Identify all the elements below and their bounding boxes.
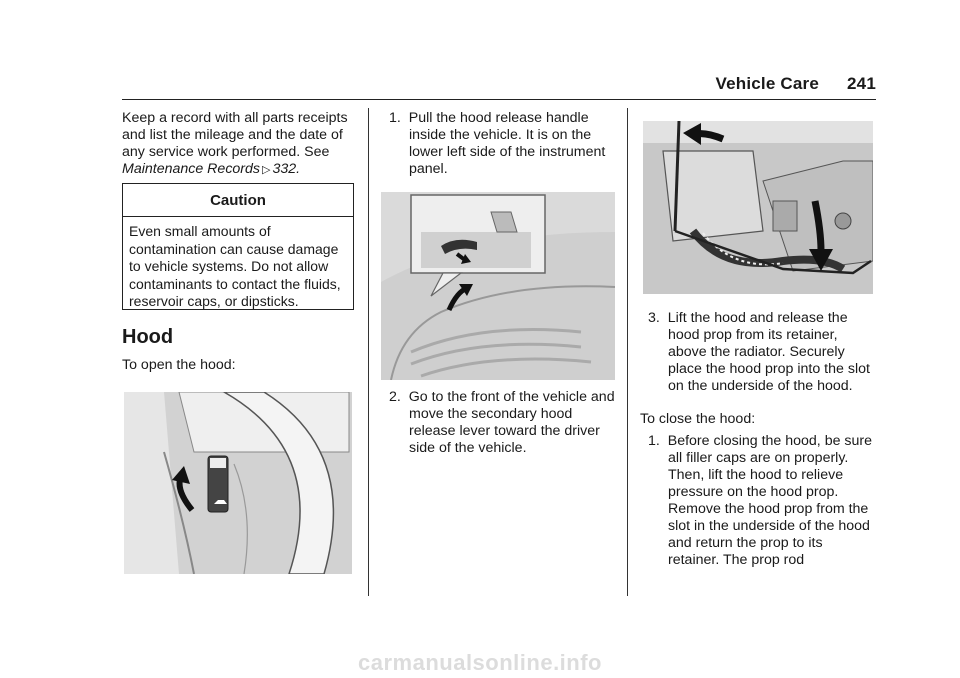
step-text: Go to the front of the vehicle and move the secondary hood release lever toward the driver side of the vehicle.: [408, 389, 615, 456]
step-text: Pull the hood release handle inside the vehicle. It is on the lower left side of the instrument panel.: [408, 110, 606, 177]
page-header: [716, 74, 877, 94]
page-number: 241: [847, 74, 876, 93]
step-2: [389, 389, 615, 457]
column-divider: [368, 108, 369, 596]
step-number: 1.: [389, 110, 401, 126]
section-heading: Hood: [122, 326, 174, 348]
caution-box: [122, 183, 354, 310]
page-reference[interactable]: 332.: [272, 161, 301, 177]
close-hood-intro: To close the hood:: [640, 411, 756, 427]
intro-text: Keep a record with all parts receipts and list the mileage and the date of any service work performed. See: [122, 110, 348, 160]
step-number: 2.: [389, 389, 401, 405]
watermark: carmanualsonline.info: [358, 650, 602, 675]
hood-release-handle-illustration: [124, 392, 352, 574]
close-step-1: [648, 433, 876, 569]
step-1: [389, 110, 615, 178]
column-2-lower: [389, 389, 615, 457]
close-steps: [648, 433, 876, 569]
caution-title: Caution: [123, 184, 353, 217]
ref-arrow-icon: ▷: [262, 164, 271, 176]
caution-text: Even small amounts of contamination can cause damage to vehicle systems. Do not allow contaminants to contact the fluids, reservoir caps, or dipsticks.: [129, 223, 341, 310]
step-text: Lift the hood and release the hood prop from its retainer, above the radiator. Securely place the hood prop into the slot on the underside of the hood.: [667, 310, 870, 394]
column-3: [648, 310, 876, 395]
maintenance-records-link[interactable]: Maintenance Records: [122, 161, 261, 177]
header-rule: [122, 99, 876, 100]
secondary-release-lever-illustration: [381, 192, 615, 380]
step-number: 1.: [648, 433, 660, 449]
column-2: [389, 110, 615, 178]
hood-prop-illustration: [643, 121, 873, 294]
column-1: [122, 110, 358, 179]
open-hood-intro: To open the hood:: [122, 357, 236, 373]
step-text: Before closing the hood, be sure all filler caps are on properly. Then, lift the hood to relieve pressure on the hood prop. Remove the hood prop from the slot in the underside of the hood and return the prop to its retainer. The prop rod: [667, 433, 873, 568]
section-title: Vehicle Care: [715, 74, 820, 93]
step-number: 3.: [648, 310, 660, 326]
column-divider: [627, 108, 628, 596]
intro-paragraph: [122, 110, 358, 179]
step-3: [648, 310, 876, 395]
